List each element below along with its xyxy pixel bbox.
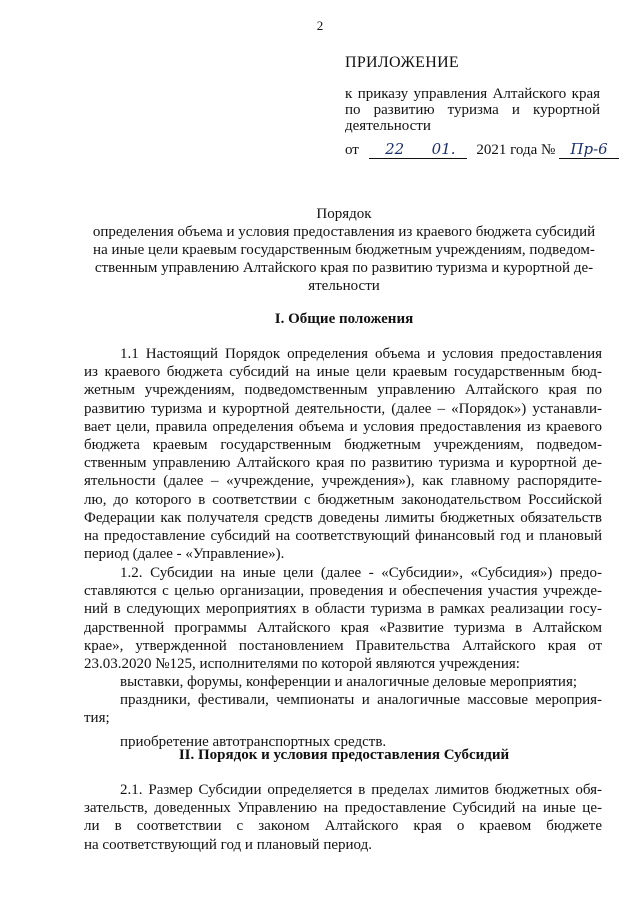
handwritten-month: 01. [421,140,467,159]
list-item: приобретение автотранспортных средств. [120,733,387,750]
paragraph-1-2 [84,564,602,673]
text-line: 23.03.2020 №125, исполнителями по которой являются учреждения: [84,656,520,673]
text-line: 1.1 Настоящий Порядок определения объема и условия предоставления [120,346,602,362]
title-line: на иные цели краевым государственным бюджетным учреждениям, подведом- [93,242,595,258]
text-line: развитию туризма и курортной деятельности, (далее – «Порядок») устанавли- [84,400,602,417]
text-line: вает цели, правила определения объема и условия предоставления из краевого [84,418,602,435]
text-line: на соответствующий год и плановый период. [84,836,372,853]
paragraph-1-1 [84,345,602,563]
section-1-heading: I. Общие положения [274,311,414,327]
text-line: крае», утвержденной постановлением Правительства Алтайского края от [84,637,602,654]
text-line: период (далее - «Управление»). [84,546,285,563]
order-date-number [345,140,615,159]
list-item-continuation: тия; [84,710,110,727]
text-line: дарственной программы Алтайского края «Развитие туризма в Алтайском [84,619,602,636]
text-line: ственным управлению Алтайского края по развитию туризма и курортной де- [84,455,602,472]
text-line: лю, до которого в соответствии с бюджетным законодательством Российской [84,491,602,508]
text-line: зательств, доведенных Управлению на предоставление Субсидий на иные це- [84,800,602,817]
text-line: Федерации как получателя средств доведены лимиты бюджетных обязательств [84,509,602,526]
title-line: определения объема и условия предоставления из краевого бюджета субсидий [92,224,596,240]
text-line: ятельности (далее – «учреждение, учреждения»), как главному распорядите- [84,473,602,490]
paragraph-2-1 [84,781,602,854]
title-line: ятельности [308,278,380,294]
list-item: праздники, фестивали, чемпионаты и аналогичные массовые мероприя- [120,692,602,709]
appendix-block [345,54,600,134]
appendix-line: по развитию туризма и курортной [345,102,600,118]
text-line: ний в следующих мероприятиях в области туризма в рамках реализации госу- [84,601,602,618]
text-line: бюджета краевым государственным бюджетным учреждениям, подведом- [84,437,602,454]
text-line: из краевого бюджета субсидий на иные цели краевым государственным бюд- [84,364,602,381]
text-line: на предоставление субсидий на соответствующий финансовый год и плановый [84,528,602,545]
text-line: 2.1. Размер Субсидии определяется в пределах лимитов бюджетных обя- [120,782,602,798]
page-number: 2 [316,18,324,33]
appendix-title: ПРИЛОЖЕНИЕ [345,54,460,71]
document-title [84,205,604,295]
appendix-line: деятельности [345,118,431,134]
activity-list [84,673,602,751]
handwritten-day: 22 [369,140,421,159]
title-line: ственным управлению Алтайского края по развитию туризма и курортной де- [94,260,594,276]
section-2-heading: II. Порядок и условия предоставления Субсидий [178,747,510,763]
text-line: ли в соответствии с законом Алтайского края о краевом бюджете [84,818,602,835]
text-line: 1.2. Субсидии на иные цели (далее - «Субсидии», «Субсидия») предо- [120,565,602,581]
handwritten-order-number: Пр-6 [559,140,619,159]
text-line: ставляются с целью организации, проведения и обеспечения участия учрежде- [84,583,602,600]
text-line: жетным учреждениям, подведомственным управлению Алтайского края по [84,382,602,399]
title-heading: Порядок [316,206,372,222]
year-number-label: 2021 года № [476,142,556,158]
date-prefix: от [345,142,359,158]
appendix-line: к приказу управления Алтайского края [345,86,600,102]
list-item: выставки, форумы, конференции и аналогичные деловые мероприятия; [120,674,578,690]
